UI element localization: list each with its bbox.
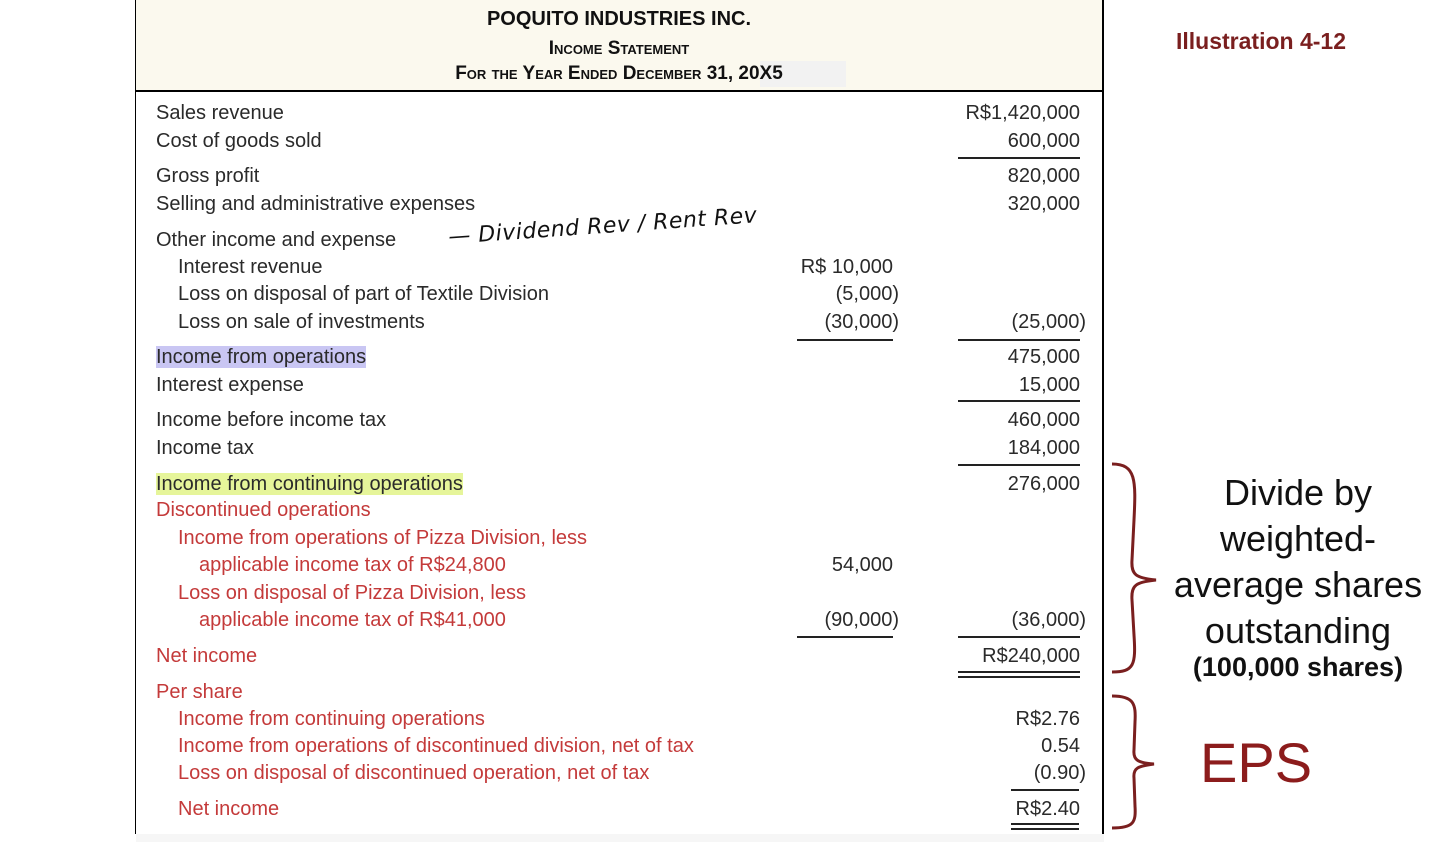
double-rule-net-income-1: [958, 671, 1080, 673]
income-before-tax-label: Income before income tax: [156, 409, 387, 431]
double-rule-net-income-2: [958, 676, 1080, 678]
handwritten-note: — Dividend Rev / Rent Rev: [447, 203, 759, 250]
statement-period: For the Year Ended December 31, 20X5: [455, 63, 783, 84]
rule-after-tax: [958, 464, 1080, 466]
eps-disc-loss-value: (0.90): [1033, 762, 1086, 784]
gross-profit-label: Gross profit: [156, 165, 260, 187]
eps-continuing-label: Income from continuing operations: [178, 708, 485, 730]
pizza-loss-label-1: Loss on disposal of Pizza Division, less: [178, 582, 526, 604]
sales-revenue-value: R$1,420,000: [965, 102, 1080, 124]
income-tax-value: 184,000: [1007, 437, 1080, 459]
loss-investments-value: (30,000): [824, 311, 899, 333]
income-continuing-value: 276,000: [1007, 473, 1080, 495]
shares-note: (100,000 shares): [1192, 652, 1404, 682]
income-from-operations-highlight: Income from operations: [156, 346, 367, 368]
header-rule: [136, 90, 1102, 92]
double-rule-eps-2: [1011, 828, 1079, 830]
other-income-label: Other income and expense: [156, 229, 397, 251]
loss-textile-value: (5,000): [835, 283, 899, 305]
cogs-value: 600,000: [1007, 130, 1080, 152]
pizza-ops-label-1: Income from operations of Pizza Division, less: [178, 527, 588, 549]
divide-note-line-4: outstanding: [1204, 610, 1392, 651]
cogs-label: Cost of goods sold: [156, 130, 322, 152]
brace-icons: [1106, 460, 1162, 840]
right-border: [1102, 0, 1104, 834]
brace-icon-bottom: [1112, 696, 1154, 828]
rule-col1-discontinued: [797, 636, 893, 638]
bottom-strip: [136, 834, 1104, 842]
divide-note-line-2: weighted-: [1219, 518, 1377, 559]
eps-disc-ops-value: 0.54: [1041, 735, 1080, 757]
pizza-ops-value: 54,000: [831, 554, 893, 576]
sga-value: 320,000: [1007, 193, 1080, 215]
income-continuing-highlight: Income from continuing operations: [156, 473, 463, 495]
eps-label: EPS: [1200, 731, 1313, 794]
rule-col2-discontinued: [958, 636, 1080, 638]
interest-expense-label: Interest expense: [156, 374, 304, 396]
other-income-total: (25,000): [1011, 311, 1086, 333]
per-share-label: Per share: [156, 681, 243, 703]
discontinued-label: Discontinued operations: [156, 499, 371, 521]
pizza-loss-label-2: applicable income tax of R$41,000: [199, 609, 506, 631]
interest-revenue-label: Interest revenue: [178, 256, 323, 278]
double-rule-eps-1: [1011, 823, 1079, 825]
divide-note-line-1: Divide by: [1223, 472, 1373, 513]
eps-net-label: Net income: [178, 798, 280, 820]
net-income-value: R$240,000: [982, 645, 1080, 667]
rule-after-cogs: [958, 157, 1080, 159]
eps-continuing-value: R$2.76: [1015, 708, 1080, 730]
income-tax-label: Income tax: [156, 437, 254, 459]
rule-after-interest: [958, 400, 1080, 402]
pizza-ops-label-2: applicable income tax of R$24,800: [199, 554, 506, 576]
brace-icon-top: [1112, 464, 1156, 672]
discontinued-total: (36,000): [1011, 609, 1086, 631]
rule-eps: [1011, 789, 1079, 791]
illustration-label: Illustration 4-12: [1176, 28, 1346, 54]
income-before-tax-value: 460,000: [1007, 409, 1080, 431]
eps-disc-loss-label: Loss on disposal of discontinued operation, net of tax: [178, 762, 650, 784]
sales-revenue-label: Sales revenue: [156, 102, 284, 124]
income-from-operations-value: 475,000: [1007, 346, 1080, 368]
company-name: POQUITO INDUSTRIES INC.: [486, 8, 752, 30]
income-from-operations-label: [156, 345, 366, 369]
sga-label: Selling and administrative expenses: [156, 193, 476, 215]
income-continuing-label: [156, 472, 463, 496]
rule-col2-other: [958, 339, 1080, 341]
rule-col1-other: [797, 339, 893, 341]
left-border: [135, 0, 136, 834]
loss-investments-label: Loss on sale of investments: [178, 311, 425, 333]
statement-title: Income Statement: [548, 38, 690, 59]
interest-revenue-value: R$ 10,000: [800, 256, 893, 278]
interest-expense-value: 15,000: [1018, 374, 1080, 396]
divide-note-line-3: average shares: [1173, 564, 1423, 605]
eps-disc-ops-label: Income from operations of discontinued division, net of tax: [178, 735, 694, 757]
net-income-label: Net income: [156, 645, 258, 667]
loss-textile-label: Loss on disposal of part of Textile Division: [178, 283, 549, 305]
eps-net-value: R$2.40: [1015, 798, 1080, 820]
gross-profit-value: 820,000: [1007, 165, 1080, 187]
pizza-loss-value: (90,000): [824, 609, 899, 631]
divide-note: [1160, 470, 1436, 654]
